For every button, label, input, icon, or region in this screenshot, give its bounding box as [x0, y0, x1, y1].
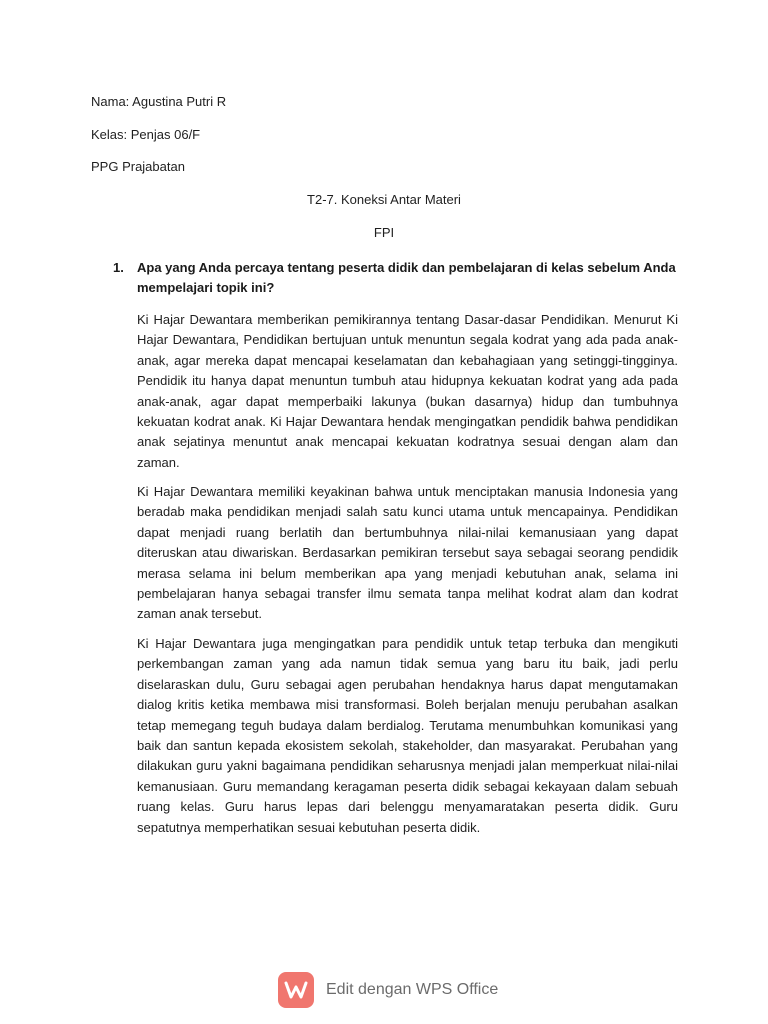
wps-edit-banner[interactable]: [278, 972, 498, 1008]
wps-edit-label[interactable]: Edit dengan WPS Office: [326, 981, 499, 998]
document-subtitle: FPI: [373, 225, 395, 240]
program-name: PPG Prajabatan: [91, 159, 185, 174]
answer-paragraph-1: Ki Hajar Dewantara memberikan pemikirannya tentang Dasar-dasar Pendidikan. Menurut Ki Hajar Dewantara, Pendidikan bertujuan untuk menuntun segala kodrat yang ada pada anak-anak, agar mereka dapat mencapai keselamatan dan kebahagiaan yang setinggi-tingginya. Pendidik itu hanya dapat menuntun tumbuh atau hidupnya kekuatan kodrat yang ada pada anak-anak, agar dapat memperbaiki lakunya (bukan dasarnya) hidup dan tumbuhnya kekuatan kodrat anak. Ki Hajar Dewantara hendak mengingatkan pendidik bahwa pendidikan anak sejatinya menuntut anak mencapai kekuatan kodratnya sesuai dengan alam dan zaman.: [137, 312, 678, 470]
student-name: Nama: Agustina Putri R: [91, 94, 227, 109]
answer-paragraph-2: Ki Hajar Dewantara memiliki keyakinan bahwa untuk menciptakan manusia Indonesia yang beradab maka pendidikan menjadi salah satu kunci utama untuk mencapainya. Pendidikan dapat menjadi ruang berlatih dan bertumbuhnya nilai-nilai kemanusiaan yang dapat diteruskan atau diwariskan. Berdasarkan pemikiran tersebut saya sebagai seorang pendidik merasa selama ini belum memberikan apa yang menjadi kebutuhan anak, selama ini pembelajaran hanya sebagai transfer ilmu semata tanpa melihat kodrat alam dan kodrat zaman anak tersebut.: [137, 484, 678, 622]
document-title: T2-7. Koneksi Antar Materi: [307, 192, 461, 207]
question-number: 1.: [113, 260, 124, 275]
student-class: Kelas: Penjas 06/F: [91, 127, 201, 142]
wps-logo-icon: [278, 972, 314, 1008]
question-text: Apa yang Anda percaya tentang peserta didik dan pembelajaran di kelas sebelum Anda mempelajari topik ini?: [137, 260, 676, 295]
answer-paragraph-3: Ki Hajar Dewantara juga mengingatkan para pendidik untuk tetap terbuka dan mengikuti perkembangan zaman yang ada namun tidak semua yang baru itu baik, jadi perlu diselaraskan dulu, Guru sebagai agen perubahan hendaknya harus dapat mengutamakan dialog kritis ketika membawa misi transformasi. Boleh berjalan menuju perubahan asalkan tetap memegang teguh budaya dalam berdialog. Terutama menumbuhkan komunikasi yang baik dan santun kepada ekosistem sekolah, stakeholder, dan masyarakat. Perubahan yang dilakukan guru yakni bagaimana pendidikan seharusnya menjadi jalan memperkuat nilai-nilai kemanusiaan. Guru memandang keragaman peserta didik sebagai kekayaan dalam sebuah ruang kelas. Guru harus lepas dari belenggu menyamaratakan peserta didik. Guru sepatutnya memperhatikan sesuai kebutuhan peserta didik.: [137, 636, 678, 835]
question-item: [113, 258, 683, 298]
